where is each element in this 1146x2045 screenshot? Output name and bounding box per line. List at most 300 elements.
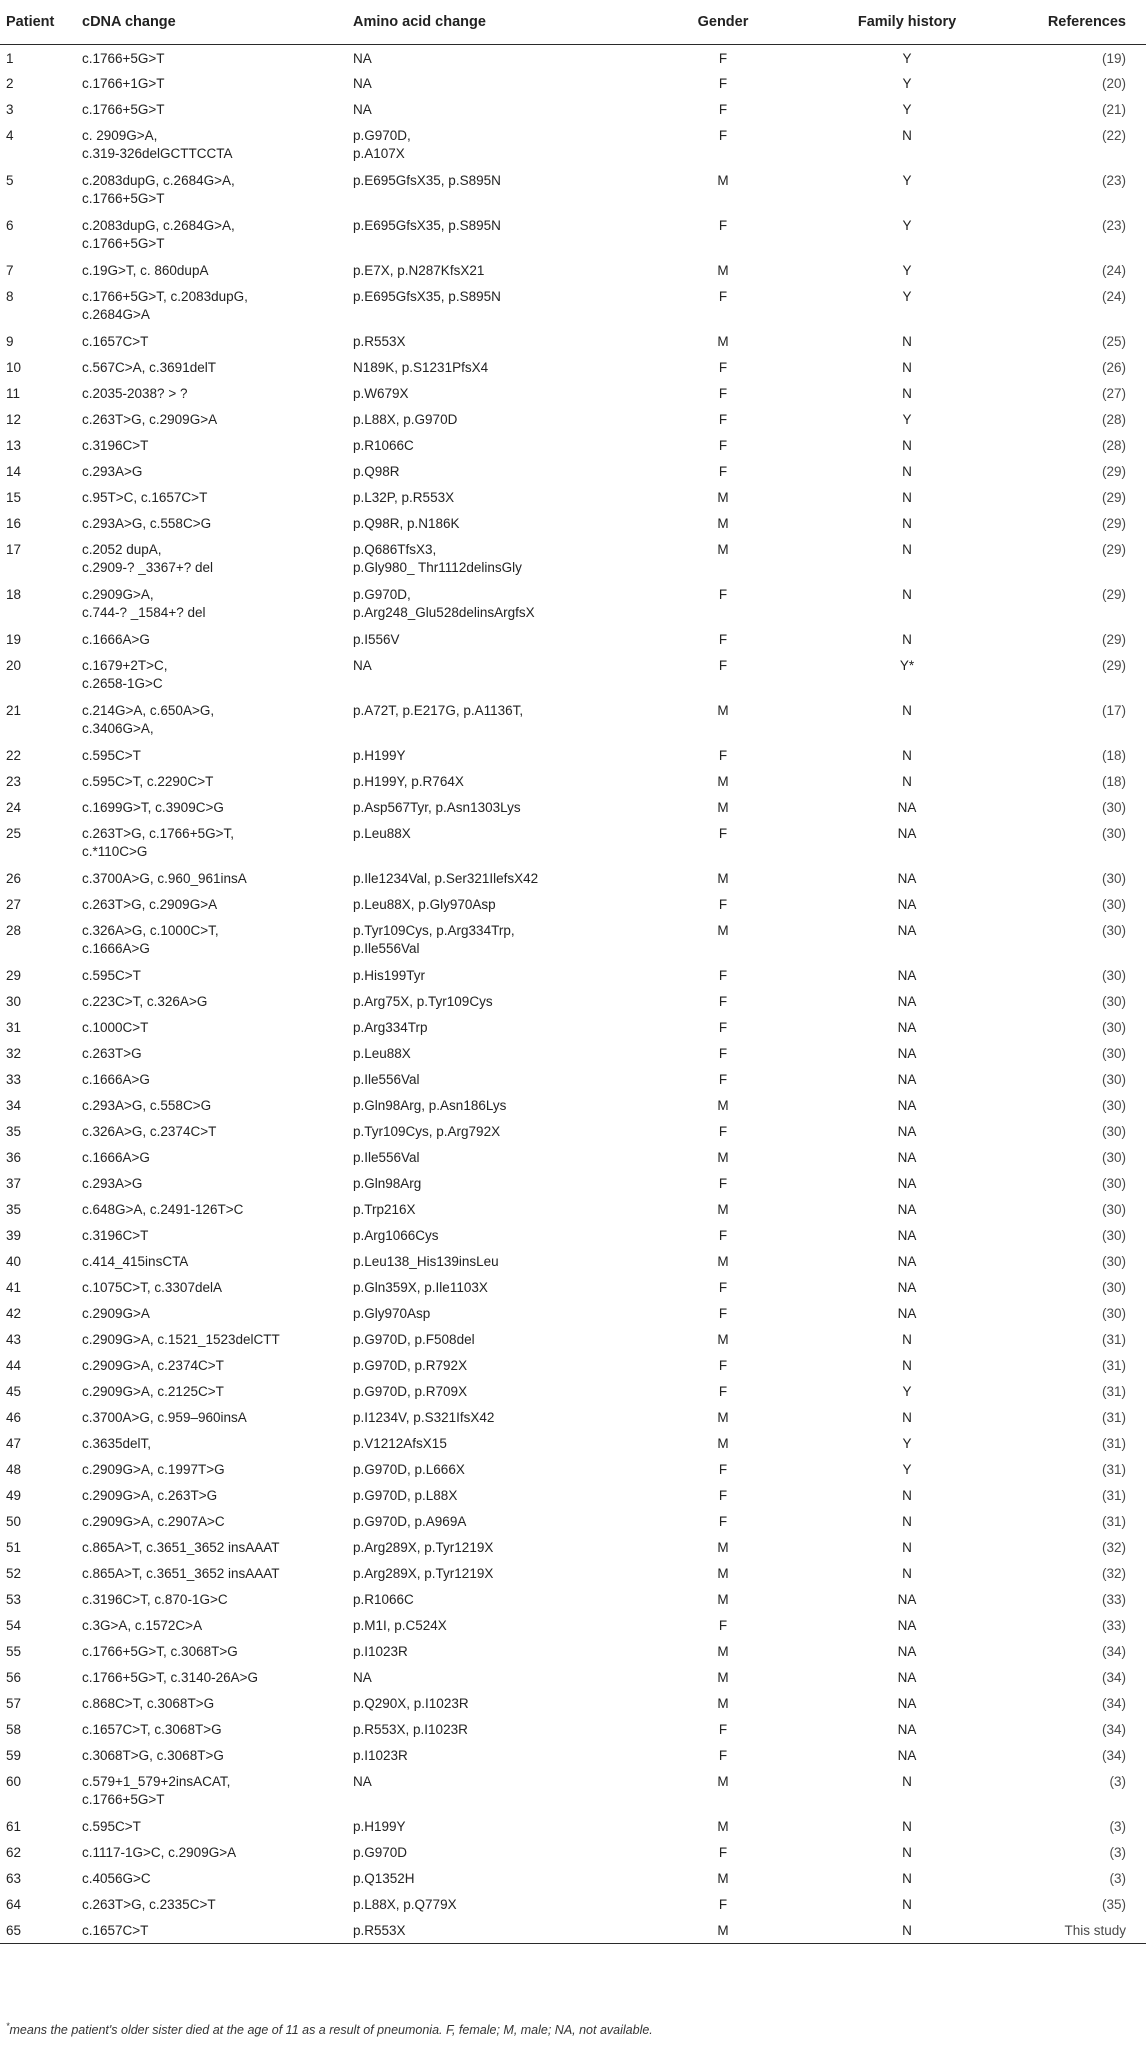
cell-cdna-change: c.214G>A, c.650A>G, c.3406G>A, bbox=[82, 703, 215, 736]
table-row bbox=[0, 458, 1146, 484]
cell-cdna-change: c.2052 dupA, c.2909-? _3367+? del bbox=[82, 542, 213, 575]
cell-patient: 55 bbox=[6, 1644, 22, 1659]
cell-gender: F bbox=[718, 128, 728, 143]
cell-family-history: NA bbox=[897, 1696, 917, 1711]
cell-reference: (28) bbox=[1101, 438, 1126, 453]
cell-amino-acid-change: p.I556V bbox=[353, 632, 400, 647]
cell-gender: M bbox=[717, 1592, 729, 1607]
table-row bbox=[0, 1768, 1146, 1813]
cell-amino-acid-change: p.Arg334Trp bbox=[353, 1020, 428, 1035]
cell-amino-acid-change: p.H199Y, p.R764X bbox=[353, 774, 464, 789]
cell-gender: M bbox=[717, 334, 729, 349]
cell-family-history: N bbox=[902, 1540, 912, 1555]
cell-reference: (31) bbox=[1101, 1358, 1126, 1373]
cell-patient: 26 bbox=[6, 871, 22, 886]
table-row bbox=[0, 96, 1146, 122]
cell-patient: 54 bbox=[6, 1618, 22, 1633]
cell-gender: F bbox=[718, 632, 728, 647]
cell-reference: (30) bbox=[1101, 897, 1126, 912]
table-row bbox=[0, 432, 1146, 458]
cell-reference: (29) bbox=[1101, 587, 1126, 602]
cell-patient: 43 bbox=[6, 1332, 22, 1347]
cell-amino-acid-change: p.G970D, p.L666X bbox=[353, 1462, 465, 1477]
cell-patient: 53 bbox=[6, 1592, 22, 1607]
cell-cdna-change: c.2083dupG, c.2684G>A, c.1766+5G>T bbox=[82, 173, 235, 206]
cell-reference: (31) bbox=[1101, 1488, 1126, 1503]
table-row bbox=[0, 768, 1146, 794]
cell-reference: (30) bbox=[1101, 826, 1126, 841]
cell-family-history: N bbox=[902, 334, 912, 349]
cell-patient: 9 bbox=[6, 334, 14, 349]
table-row bbox=[0, 1014, 1146, 1040]
table-row bbox=[0, 44, 1146, 70]
cell-family-history: NA bbox=[897, 1098, 917, 1113]
table-row bbox=[0, 697, 1146, 742]
cell-amino-acid-change: p.Arg75X, p.Tyr109Cys bbox=[353, 994, 493, 1009]
cell-cdna-change: c. 2909G>A, c.319-326delGCTTCCTA bbox=[82, 128, 233, 161]
cell-reference: (29) bbox=[1101, 516, 1126, 531]
cell-gender: M bbox=[717, 516, 729, 531]
table-row bbox=[0, 1534, 1146, 1560]
cell-family-history: NA bbox=[897, 897, 917, 912]
cell-cdna-change: c.865A>T, c.3651_3652 insAAAT bbox=[82, 1566, 280, 1581]
cell-cdna-change: c.1666A>G bbox=[82, 1072, 150, 1087]
cell-amino-acid-change: p.I1023R bbox=[353, 1644, 408, 1659]
cell-gender: M bbox=[717, 1871, 729, 1886]
cell-family-history: N bbox=[902, 1332, 912, 1347]
cell-patient: 28 bbox=[6, 923, 22, 938]
cell-amino-acid-change: p.Q290X, p.I1023R bbox=[353, 1696, 469, 1711]
cell-reference: (29) bbox=[1101, 542, 1126, 557]
cell-reference: (25) bbox=[1101, 334, 1126, 349]
cell-family-history: NA bbox=[897, 1046, 917, 1061]
table-row bbox=[0, 1638, 1146, 1664]
cell-cdna-change: c.95T>C, c.1657C>T bbox=[82, 490, 208, 505]
cell-amino-acid-change: p.E695GfsX35, p.S895N bbox=[353, 218, 501, 233]
cell-gender: F bbox=[718, 76, 728, 91]
cell-gender: M bbox=[717, 1410, 729, 1425]
header-amino-acid-change: Amino acid change bbox=[347, 0, 638, 44]
cell-family-history: N bbox=[902, 360, 912, 375]
cell-patient: 7 bbox=[6, 263, 14, 278]
cell-patient: 12 bbox=[6, 412, 22, 427]
cell-patient: 35 bbox=[6, 1202, 22, 1217]
cell-cdna-change: c.1075C>T, c.3307delA bbox=[82, 1280, 222, 1295]
cell-gender: F bbox=[718, 1046, 728, 1061]
cell-patient: 17 bbox=[6, 542, 22, 557]
cell-gender: F bbox=[718, 1306, 728, 1321]
cell-cdna-change: c.595C>T bbox=[82, 1819, 141, 1834]
cell-reference: (18) bbox=[1101, 774, 1126, 789]
cell-family-history: Y bbox=[902, 218, 912, 233]
cell-cdna-change: c.4056G>C bbox=[82, 1871, 151, 1886]
cell-gender: F bbox=[718, 218, 728, 233]
cell-family-history: NA bbox=[897, 1618, 917, 1633]
table-row bbox=[0, 1560, 1146, 1586]
cell-gender: F bbox=[718, 1176, 728, 1191]
cell-patient: 4 bbox=[6, 128, 14, 143]
cell-cdna-change: c.3196C>T, c.870-1G>C bbox=[82, 1592, 228, 1607]
cell-patient: 2 bbox=[6, 76, 14, 91]
table-row bbox=[0, 212, 1146, 257]
cell-cdna-change: c.2083dupG, c.2684G>A, c.1766+5G>T bbox=[82, 218, 235, 251]
cell-amino-acid-change: p.Leu88X bbox=[353, 1046, 411, 1061]
cell-gender: F bbox=[718, 1384, 728, 1399]
cell-cdna-change: c.648G>A, c.2491-126T>C bbox=[82, 1202, 244, 1217]
table-row bbox=[0, 626, 1146, 652]
cell-patient: 24 bbox=[6, 800, 22, 815]
cell-family-history: NA bbox=[897, 1176, 917, 1191]
cell-family-history: NA bbox=[897, 871, 917, 886]
cell-gender: F bbox=[718, 968, 728, 983]
cell-cdna-change: c.868C>T, c.3068T>G bbox=[82, 1696, 215, 1711]
cell-amino-acid-change: p.G970D bbox=[353, 1845, 408, 1860]
cell-family-history: Y bbox=[902, 263, 912, 278]
cell-gender: F bbox=[718, 464, 728, 479]
cell-reference: (23) bbox=[1101, 173, 1126, 188]
cell-reference: (30) bbox=[1101, 1228, 1126, 1243]
cell-gender: F bbox=[718, 658, 728, 673]
cell-amino-acid-change: p.Leu88X bbox=[353, 826, 411, 841]
table-header bbox=[0, 0, 1146, 44]
cell-reference: (31) bbox=[1101, 1436, 1126, 1451]
cell-cdna-change: c.2909G>A, c.1997T>G bbox=[82, 1462, 225, 1477]
table-row bbox=[0, 1716, 1146, 1742]
cell-cdna-change: c.1657C>T bbox=[76, 1917, 347, 1943]
cell-cdna-change: c.326A>G, c.1000C>T, c.1666A>G bbox=[82, 923, 219, 956]
cell-gender: M bbox=[717, 1566, 729, 1581]
header-references: References bbox=[1006, 0, 1146, 44]
cell-family-history: Y bbox=[902, 173, 912, 188]
cell-gender: M bbox=[717, 1696, 729, 1711]
cell-cdna-change: c.595C>T bbox=[82, 748, 141, 763]
table-row bbox=[0, 794, 1146, 820]
cell-amino-acid-change: p.Q686TfsX3, p.Gly980_ Thr1112delinsGly bbox=[353, 542, 522, 575]
cell-amino-acid-change: p.G970D, p.L88X bbox=[353, 1488, 458, 1503]
table-row bbox=[0, 354, 1146, 380]
cell-patient: 8 bbox=[6, 289, 14, 304]
cell-patient: 3 bbox=[6, 102, 14, 117]
cell-patient: 44 bbox=[6, 1358, 22, 1373]
cell-family-history: Y* bbox=[899, 658, 915, 673]
cell-cdna-change: c.2909G>A, c.2374C>T bbox=[82, 1358, 224, 1373]
cell-reference: (30) bbox=[1101, 1306, 1126, 1321]
table-row bbox=[0, 1326, 1146, 1352]
cell-cdna-change: c.3068T>G, c.3068T>G bbox=[82, 1748, 224, 1763]
cell-patient: 27 bbox=[6, 897, 22, 912]
cell-cdna-change: c.3196C>T bbox=[82, 438, 149, 453]
cell-gender: M bbox=[717, 923, 729, 938]
cell-gender: F bbox=[718, 1748, 728, 1763]
cell-cdna-change: c.2909G>A, c.2907A>C bbox=[82, 1514, 225, 1529]
cell-patient: 6 bbox=[6, 218, 14, 233]
cell-cdna-change: c.293A>G bbox=[82, 1176, 143, 1191]
cell-reference: (3) bbox=[1109, 1845, 1126, 1860]
cell-gender: F bbox=[718, 1897, 728, 1912]
cell-cdna-change: c.263T>G, c.1766+5G>T, c.*110C>G bbox=[82, 826, 234, 859]
cell-cdna-change: c.19G>T, c. 860dupA bbox=[82, 263, 209, 278]
cell-amino-acid-change: p.Gly970Asp bbox=[353, 1306, 431, 1321]
cell-family-history: NA bbox=[897, 1306, 917, 1321]
cell-family-history: Y bbox=[902, 1384, 912, 1399]
cell-amino-acid-change: p.M1I, p.C524X bbox=[353, 1618, 447, 1633]
cell-amino-acid-change: p.V1212AfsX15 bbox=[353, 1436, 447, 1451]
cell-reference: (26) bbox=[1101, 360, 1126, 375]
cell-patient: 39 bbox=[6, 1228, 22, 1243]
cell-patient: 33 bbox=[6, 1072, 22, 1087]
cell-patient: 13 bbox=[6, 438, 22, 453]
cell-patient: 29 bbox=[6, 968, 22, 983]
cell-cdna-change: c.2035-2038? > ? bbox=[82, 386, 188, 401]
cell-patient: 41 bbox=[6, 1280, 22, 1295]
cell-patient: 32 bbox=[6, 1046, 22, 1061]
cell-reference: (27) bbox=[1101, 386, 1126, 401]
cell-amino-acid-change: p.Ile556Val bbox=[353, 1150, 420, 1165]
cell-patient: 60 bbox=[6, 1774, 22, 1789]
cell-gender: F bbox=[718, 1124, 728, 1139]
table-row bbox=[0, 891, 1146, 917]
cell-patient: 64 bbox=[6, 1897, 22, 1912]
cell-gender: F bbox=[718, 1358, 728, 1373]
cell-patient: 62 bbox=[6, 1845, 22, 1860]
cell-gender: M bbox=[717, 1670, 729, 1685]
cell-reference: (34) bbox=[1101, 1748, 1126, 1763]
table-row bbox=[0, 1352, 1146, 1378]
cell-reference: (17) bbox=[1101, 703, 1126, 718]
table-row bbox=[0, 484, 1146, 510]
cell-reference: (31) bbox=[1101, 1410, 1126, 1425]
cell-reference: (31) bbox=[1101, 1462, 1126, 1477]
cell-patient: 61 bbox=[6, 1819, 22, 1834]
cell-cdna-change: c.1766+5G>T, c.3068T>G bbox=[82, 1644, 238, 1659]
cell-amino-acid-change: p.His199Tyr bbox=[353, 968, 426, 983]
cell-reference: (30) bbox=[1101, 1020, 1126, 1035]
table-row bbox=[0, 1813, 1146, 1839]
cell-family-history: N bbox=[902, 438, 912, 453]
cell-reference: (34) bbox=[1101, 1696, 1126, 1711]
cell-cdna-change: c.263T>G, c.2909G>A bbox=[82, 412, 218, 427]
cell-family-history: N bbox=[902, 516, 912, 531]
cell-patient: 36 bbox=[6, 1150, 22, 1165]
cell-family-history: N bbox=[902, 1871, 912, 1886]
cell-family-history: N bbox=[902, 1358, 912, 1373]
cell-reference: (30) bbox=[1101, 871, 1126, 886]
cell-family-history: NA bbox=[897, 1228, 917, 1243]
table-row bbox=[0, 1664, 1146, 1690]
cell-amino-acid-change: p.H199Y bbox=[353, 1819, 406, 1834]
cell-gender: M bbox=[717, 263, 729, 278]
cell-amino-acid-change: p.Gln98Arg, p.Asn186Lys bbox=[353, 1098, 507, 1113]
table-row bbox=[0, 536, 1146, 581]
cell-amino-acid-change: p.W679X bbox=[353, 386, 409, 401]
table-body bbox=[0, 44, 1146, 1943]
table-row bbox=[0, 1586, 1146, 1612]
cell-cdna-change: c.3635delT, bbox=[82, 1436, 152, 1451]
cell-cdna-change: c.293A>G, c.558C>G bbox=[82, 516, 212, 531]
table-row bbox=[0, 1482, 1146, 1508]
table-row bbox=[0, 257, 1146, 283]
cell-patient: 45 bbox=[6, 1384, 22, 1399]
cell-amino-acid-change: p.R1066C bbox=[353, 1592, 414, 1607]
cell-cdna-change: c.1766+5G>T, c.2083dupG, c.2684G>A bbox=[82, 289, 248, 322]
cell-family-history: N bbox=[902, 703, 912, 718]
cell-cdna-change: c.1699G>T, c.3909C>G bbox=[82, 800, 224, 815]
cell-family-history: NA bbox=[897, 1020, 917, 1035]
cell-reference: (30) bbox=[1101, 1124, 1126, 1139]
table-row bbox=[0, 1170, 1146, 1196]
cell-cdna-change: c.263T>G, c.2909G>A bbox=[82, 897, 218, 912]
cell-family-history: N bbox=[902, 1897, 912, 1912]
cell-family-history: NA bbox=[897, 923, 917, 938]
cell-reference: (30) bbox=[1101, 1254, 1126, 1269]
cell-gender: F bbox=[718, 748, 728, 763]
cell-amino-acid-change: p.G970D, p.R709X bbox=[353, 1384, 468, 1399]
cell-cdna-change: c.1766+5G>T bbox=[82, 50, 165, 66]
cell-patient: 19 bbox=[6, 632, 22, 647]
table-row bbox=[0, 1430, 1146, 1456]
table-row bbox=[0, 1378, 1146, 1404]
table-row bbox=[0, 962, 1146, 988]
cell-amino-acid-change: p.Q98R bbox=[353, 464, 400, 479]
table-row bbox=[0, 1917, 1146, 1943]
cell-cdna-change: c.1657C>T, c.3068T>G bbox=[82, 1722, 222, 1737]
cell-cdna-change: c.2909G>A, c.2125C>T bbox=[82, 1384, 224, 1399]
cell-amino-acid-change: p.I1234V, p.S321IfsX42 bbox=[353, 1410, 495, 1425]
cell-family-history: NA bbox=[897, 1644, 917, 1659]
cell-gender: M bbox=[717, 1436, 729, 1451]
cell-cdna-change: c.293A>G, c.558C>G bbox=[82, 1098, 212, 1113]
cell-family-history: NA bbox=[897, 1748, 917, 1763]
cell-amino-acid-change: p.G970D, p.A107X bbox=[353, 128, 411, 161]
header-row bbox=[0, 0, 1146, 44]
cell-reference: (28) bbox=[1101, 412, 1126, 427]
cell-family-history: N bbox=[902, 1488, 912, 1503]
cell-gender: F bbox=[718, 438, 728, 453]
cell-amino-acid-change: p.G970D, p.Arg248_Glu528delinsArgfsX bbox=[353, 587, 535, 620]
cell-patient: 23 bbox=[6, 774, 22, 789]
cell-family-history: Y bbox=[902, 50, 912, 66]
cell-family-history: NA bbox=[897, 1280, 917, 1295]
cell-patient: 52 bbox=[6, 1566, 22, 1581]
cell-reference: (33) bbox=[1101, 1592, 1126, 1607]
cell-reference: (30) bbox=[1101, 1098, 1126, 1113]
table-row bbox=[0, 70, 1146, 96]
footnote-mark: * bbox=[6, 2021, 10, 2031]
table-row bbox=[0, 167, 1146, 212]
cell-cdna-change: c.1666A>G bbox=[82, 1150, 150, 1165]
cell-amino-acid-change: p.Arg289X, p.Tyr1219X bbox=[353, 1540, 494, 1555]
table-row bbox=[0, 1612, 1146, 1638]
cell-cdna-change: c.263T>G, c.2335C>T bbox=[82, 1897, 216, 1912]
cell-patient: 58 bbox=[6, 1722, 22, 1737]
header-patient: Patient bbox=[0, 0, 76, 44]
cell-family-history: NA bbox=[897, 1670, 917, 1685]
cell-amino-acid-change: p.Trp216X bbox=[353, 1202, 416, 1217]
cell-gender: M bbox=[717, 1540, 729, 1555]
cell-gender: M bbox=[717, 490, 729, 505]
cell-reference: (29) bbox=[1101, 658, 1126, 673]
cell-cdna-change: c.1666A>G bbox=[82, 632, 150, 647]
table-row bbox=[0, 1839, 1146, 1865]
cell-reference: (19) bbox=[1101, 50, 1126, 66]
cell-reference: (20) bbox=[1101, 76, 1126, 91]
cell-reference: (34) bbox=[1101, 1722, 1126, 1737]
cell-amino-acid-change: NA bbox=[353, 50, 372, 66]
cell-gender: F bbox=[718, 289, 728, 304]
cell-reference: (30) bbox=[1101, 1046, 1126, 1061]
cell-reference: (3) bbox=[1109, 1774, 1126, 1789]
cell-reference: (33) bbox=[1101, 1618, 1126, 1633]
cell-cdna-change: c.1657C>T bbox=[82, 334, 149, 349]
cell-cdna-change: c.1117-1G>C, c.2909G>A bbox=[82, 1845, 237, 1860]
table-row bbox=[0, 1404, 1146, 1430]
cell-reference: (29) bbox=[1101, 490, 1126, 505]
cell-family-history: NA bbox=[897, 1722, 917, 1737]
cell-gender: F bbox=[718, 1020, 728, 1035]
cell-family-history: NA bbox=[897, 1202, 917, 1217]
cell-family-history: N bbox=[902, 490, 912, 505]
cell-amino-acid-change: p.A72T, p.E217G, p.A1136T, bbox=[353, 703, 524, 718]
cell-family-history: NA bbox=[897, 1124, 917, 1139]
table-row bbox=[0, 1891, 1146, 1917]
cell-family-history: N bbox=[902, 1566, 912, 1581]
cell-patient: 20 bbox=[6, 658, 22, 673]
cell-reference: (29) bbox=[1101, 632, 1126, 647]
cell-family-history: N bbox=[902, 1514, 912, 1529]
cell-cdna-change: c.2909G>A bbox=[82, 1306, 150, 1321]
cell-gender: F bbox=[718, 1722, 728, 1737]
cell-family-history: N bbox=[902, 774, 912, 789]
cell-amino-acid-change: p.Tyr109Cys, p.Arg334Trp, p.Ile556Val bbox=[353, 923, 515, 956]
cell-cdna-change: c.2909G>A, c.263T>G bbox=[82, 1488, 218, 1503]
cell-gender: M bbox=[717, 703, 729, 718]
cell-family-history: N bbox=[902, 128, 912, 143]
cell-cdna-change: c.1766+5G>T, c.3140-26A>G bbox=[82, 1670, 258, 1685]
cell-patient: 65 bbox=[0, 1917, 76, 1943]
cell-gender: F bbox=[718, 412, 728, 427]
cell-patient: 37 bbox=[6, 1176, 22, 1191]
cell-patient: 1 bbox=[6, 50, 14, 66]
table-row bbox=[0, 820, 1146, 865]
cell-gender: F bbox=[718, 826, 728, 841]
cell-amino-acid-change: p.Arg1066Cys bbox=[353, 1228, 439, 1243]
cell-family-history: N bbox=[902, 1845, 912, 1860]
cell-gender: F bbox=[718, 1228, 728, 1243]
cell-gender: F bbox=[718, 1280, 728, 1295]
cell-amino-acid-change: p.Leu138_His139insLeu bbox=[353, 1254, 499, 1269]
cell-patient: 59 bbox=[6, 1748, 22, 1763]
cell-gender: M bbox=[717, 1332, 729, 1347]
table-row bbox=[0, 742, 1146, 768]
cell-family-history: NA bbox=[897, 1150, 917, 1165]
cell-reference: (32) bbox=[1101, 1540, 1126, 1555]
cell-gender: M bbox=[638, 1917, 808, 1943]
table-row bbox=[0, 380, 1146, 406]
cell-patient: 34 bbox=[6, 1098, 22, 1113]
cell-amino-acid-change: p.R553X bbox=[353, 334, 406, 349]
cell-amino-acid-change: p.Ile1234Val, p.Ser321IlefsX42 bbox=[353, 871, 539, 886]
cell-reference: (24) bbox=[1101, 263, 1126, 278]
cell-reference: (30) bbox=[1101, 1202, 1126, 1217]
cell-amino-acid-change: p.Asp567Tyr, p.Asn1303Lys bbox=[353, 800, 521, 815]
cell-patient: 31 bbox=[6, 1020, 22, 1035]
cell-family-history: N bbox=[902, 1774, 912, 1789]
cell-family-history: N bbox=[902, 464, 912, 479]
cell-gender: F bbox=[718, 1618, 728, 1633]
header-family-history: Family history bbox=[808, 0, 1006, 44]
cell-gender: M bbox=[717, 173, 729, 188]
cell-amino-acid-change: p.Gln359X, p.Ile1103X bbox=[353, 1280, 488, 1295]
